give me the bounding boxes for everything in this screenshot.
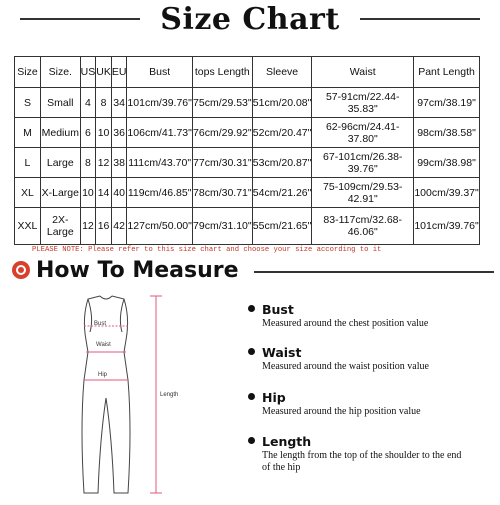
how-to-measure-header [6,258,496,284]
page-title: Size Chart [160,2,340,37]
col-bust: Bust [127,57,192,88]
size-note: PLEASE NOTE: Please refer to this size chart and choose your size according to it [32,246,382,254]
jumpsuit-outline-icon [60,288,250,500]
col-pant-length: Pant Length [414,57,480,88]
col-sleeve: Sleeve [252,57,312,88]
bullet-icon [248,437,255,444]
table-cell: 10 [80,178,96,208]
table-cell: 40 [111,178,127,208]
table-cell: 101cm/39.76" [414,208,480,245]
col-size: Size [15,57,41,88]
table-cell: 8 [80,148,96,178]
table-cell: 98cm/38.58" [414,118,480,148]
table-cell: 83-117cm/32.68-46.06" [312,208,414,245]
table-cell: 14 [96,178,112,208]
table-cell: 106cm/41.73" [127,118,192,148]
table-row [15,208,480,245]
table-cell: 16 [96,208,112,245]
measure-desc: Measured around the chest position value [262,318,429,329]
bullet-icon [248,305,255,312]
table-row [15,178,480,208]
table-cell: 75-109cm/29.53-42.91" [312,178,414,208]
measure-desc: The length from the top of the shoulder to the end of the hip [262,450,462,473]
table-cell: 57-91cm/22.44-35.83" [312,88,414,118]
bullet-icon [248,348,255,355]
bullet-icon [248,393,255,400]
measure-item-bust [248,302,498,330]
table-cell: 52cm/20.47" [252,118,312,148]
title-bar [0,0,500,42]
col-waist: Waist [312,57,414,88]
table-cell: 10 [96,118,112,148]
table-cell: S [15,88,41,118]
table-cell: 67-101cm/26.38-39.76" [312,148,414,178]
how-to-measure-title: How To Measure [36,258,239,283]
table-cell: 100cm/39.37" [414,178,480,208]
table-cell: 12 [96,148,112,178]
table-cell: 34 [111,88,127,118]
measure-desc: Measured around the hip position value [262,406,421,417]
table-cell: 42 [111,208,127,245]
table-cell: 6 [80,118,96,148]
col-us: US [80,57,96,88]
figure-label-waist: Waist [96,342,111,348]
figure-label-bust: Bust [94,321,107,327]
table-cell: 36 [111,118,127,148]
table-cell: 111cm/43.70" [127,148,192,178]
table-cell: 53cm/20.87" [252,148,312,178]
table-cell: 51cm/20.08" [252,88,312,118]
table-cell: L [15,148,41,178]
table-cell: M [15,118,41,148]
col-tops-length: tops Length [192,57,252,88]
table-cell: 77cm/30.31" [192,148,252,178]
measure-name: Bust [262,302,294,317]
table-cell: 2X-Large [40,208,80,245]
table-header-row [15,57,480,88]
table-row [15,118,480,148]
header-divider [254,271,494,273]
table-cell: 78cm/30.71" [192,178,252,208]
measure-item-waist [248,345,498,373]
table-cell: 127cm/50.00" [127,208,192,245]
table-cell: 38 [111,148,127,178]
figure-label-length: Length [160,392,179,398]
table-cell: 75cm/29.53" [192,88,252,118]
table-row [15,88,480,118]
measure-item-length [248,434,498,474]
table-cell: 97cm/38.19" [414,88,480,118]
table-cell: 99cm/38.98" [414,148,480,178]
table-cell: 119cm/46.85" [127,178,192,208]
table-cell: XL [15,178,41,208]
table-cell: 54cm/21.26" [252,178,312,208]
measure-name: Hip [262,390,286,405]
table-cell: 76cm/29.92" [192,118,252,148]
measure-name: Waist [262,345,302,360]
col-eu: EU [111,57,127,88]
table-cell: Medium [40,118,80,148]
table-cell: X-Large [40,178,80,208]
size-table [14,56,480,245]
table-cell: 55cm/21.65" [252,208,312,245]
measurement-figure [60,288,250,500]
table-cell: 62-96cm/24.41-37.80" [312,118,414,148]
target-icon [12,261,30,279]
table-cell: 4 [80,88,96,118]
col-uk: UK [96,57,112,88]
measure-item-hip [248,390,498,418]
measure-name: Length [262,434,312,449]
table-cell: Large [40,148,80,178]
col-size-name: Size. [40,57,80,88]
table-cell: 12 [80,208,96,245]
table-cell: Small [40,88,80,118]
title-divider-right [360,18,480,20]
table-row [15,148,480,178]
table-cell: 79cm/31.10" [192,208,252,245]
table-cell: 8 [96,88,112,118]
table-cell: XXL [15,208,41,245]
measure-desc: Measured around the waist position value [262,361,429,372]
figure-label-hip: Hip [98,372,108,378]
table-cell: 101cm/39.76" [127,88,192,118]
